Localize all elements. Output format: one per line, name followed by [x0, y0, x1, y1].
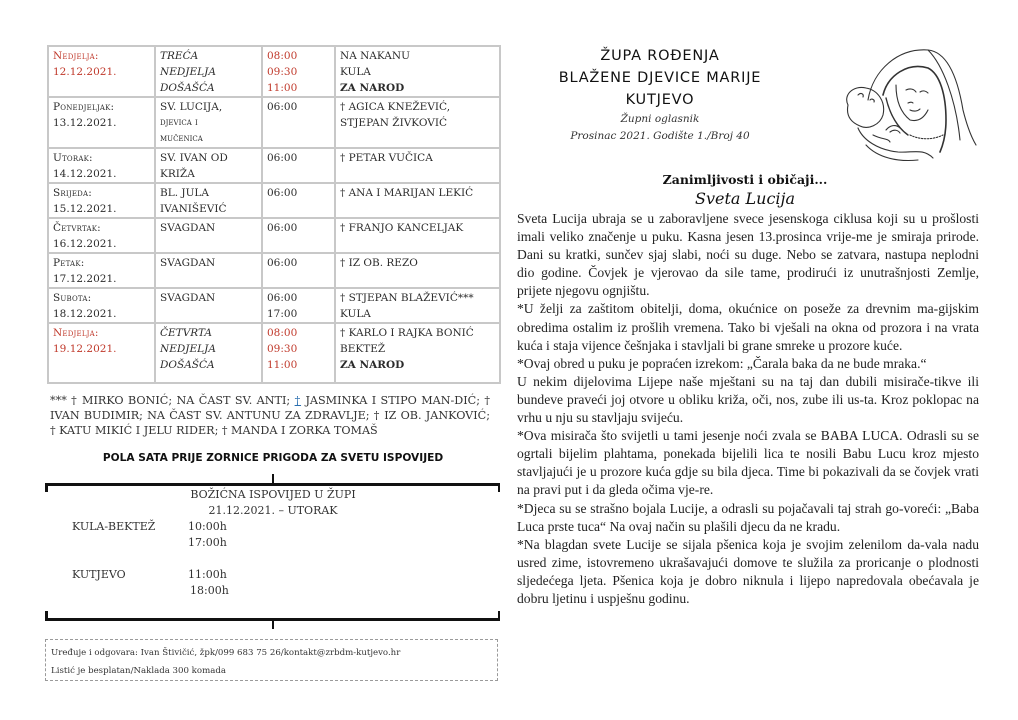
- intention-cell: [335, 148, 500, 183]
- notes-part2: JASMINKA I STIPO MAN-DIĆ; † IVAN BUDIMIR; NA ČAST SV. ANTUNU ZA ZDRAVLJE; † IZ OB. JANKOVIĆ; † KATU MIKIĆ I JELU RIDER; † MANDA I ZORKA TOMAŠ: [50, 394, 491, 437]
- intention-cell: [335, 253, 500, 288]
- mass-intention: NA NAKANU: [340, 50, 410, 62]
- confession-box: [47, 487, 499, 599]
- article-body: [517, 210, 979, 608]
- day-cell: [48, 218, 155, 253]
- mass-time: 06:00: [267, 101, 298, 113]
- notes-part1: *** † MIRKO BONIĆ; NA ČAST SV. ANTI;: [50, 394, 295, 407]
- mass-intention: ZA NAROD: [340, 82, 405, 94]
- schedule-row: [48, 288, 500, 323]
- day-date: 19.12.2021.: [53, 343, 117, 355]
- mass-intention: KULA: [340, 308, 371, 320]
- time-cell: [262, 148, 335, 183]
- masthead: [540, 45, 780, 145]
- feast-cell: [155, 148, 262, 183]
- feast-line: DOŠAŠĆA: [160, 359, 215, 371]
- feast-cell: [155, 253, 262, 288]
- mass-time: 06:00: [267, 187, 298, 199]
- mass-time: 11:00: [267, 359, 298, 371]
- intention-cell: [335, 218, 500, 253]
- day-cell: [48, 323, 155, 383]
- feast-cell: [155, 218, 262, 253]
- feast-line: mučenica: [160, 133, 203, 144]
- issue-info: Prosinac 2021. Godište 1./Broj 40: [570, 130, 750, 142]
- mass-time: 06:00: [267, 292, 298, 304]
- parish-name-line1: ŽUPA ROĐENJA: [600, 48, 720, 64]
- mass-intention: † FRANJO KANCELJAK: [340, 222, 464, 234]
- time-cell: [262, 97, 335, 148]
- madonna-and-child-icon: [828, 40, 978, 165]
- footer-imprint: [45, 639, 498, 681]
- intention-cell: [335, 288, 500, 323]
- day-cell: [48, 288, 155, 323]
- schedule-row: [48, 253, 500, 288]
- mass-intention: † AGICA KNEŽEVIĆ,: [340, 101, 451, 113]
- article-kicker: Zanimljivosti i običaji...: [662, 172, 828, 187]
- confession-place: KULA-BEKTEŽ: [72, 520, 156, 533]
- schedule-row: [48, 218, 500, 253]
- day-name: Nedjelja:: [53, 327, 99, 339]
- day-date: 16.12.2021.: [53, 238, 117, 250]
- intention-cell: [335, 97, 500, 148]
- mass-intention: † PETAR VUČICA: [340, 152, 433, 164]
- day-date: 15.12.2021.: [53, 203, 117, 215]
- day-name: Ponedjeljak:: [53, 101, 115, 113]
- day-name: Subota:: [53, 292, 92, 304]
- confession-place: KUTJEVO: [72, 568, 126, 581]
- confession-box-date: 21.12.2021. – UTORAK: [208, 504, 338, 517]
- day-name: Utorak:: [53, 152, 93, 164]
- schedule-row: [48, 148, 500, 183]
- schedule-body: [48, 46, 500, 383]
- feast-line: NEDJELJA: [160, 66, 216, 78]
- time-cell: [262, 253, 335, 288]
- confession-heading: POLA SATA PRIJE ZORNICE PRIGODA ZA SVETU ISPOVIJED: [102, 452, 444, 464]
- schedule-row: [48, 97, 500, 148]
- article-paragraph: *U želji za zaštitom obitelji, doma, okućnice on poseže za drevnim ma-gijskim obredima ostalim iz prošlih vremena. Tako bi vješali na okna od prozora i na vrata kuća i staja vijence češnjaka i stavljali bi grane smreke u prozore kuće.: [517, 301, 979, 353]
- feast-line: BL. JULA: [160, 187, 209, 199]
- mass-time: 11:00: [267, 82, 298, 94]
- time-cell: [262, 288, 335, 323]
- bracket-top-line: [45, 483, 500, 486]
- day-name: Petak:: [53, 257, 85, 269]
- schedule-row: [48, 46, 500, 97]
- day-cell: [48, 148, 155, 183]
- day-name: Nedjelja:: [53, 50, 99, 62]
- feast-cell: [155, 183, 262, 218]
- feast-line: DOŠAŠĆA: [160, 82, 215, 94]
- footer-print-run: Listić je besplatan/Naklada 300 komada: [51, 666, 226, 676]
- feast-line: ČETVRTA: [160, 327, 213, 339]
- intention-cell: [335, 323, 500, 383]
- day-date: 14.12.2021.: [53, 168, 117, 180]
- article-paragraph: *Ovaj obred u puku je popraćen izrekom: „Čarala baka da ne bude mraka.“: [517, 355, 927, 371]
- confession-time: 10:00h: [188, 520, 227, 533]
- mass-time: 09:30: [267, 66, 298, 78]
- bulletin-subtitle: Župni oglasnik: [620, 113, 700, 125]
- day-cell: [48, 46, 155, 97]
- feast-cell: [155, 46, 262, 97]
- day-cell: [48, 183, 155, 218]
- day-cell: [48, 253, 155, 288]
- confession-time: 18:00h: [190, 584, 229, 597]
- mass-intention: ZA NAROD: [340, 359, 405, 371]
- mass-intention: STJEPAN ŽIVKOVIĆ: [340, 117, 448, 129]
- article-title: Sveta Lucija: [694, 189, 796, 208]
- mass-intentions-note: [50, 393, 490, 438]
- confession-time: 17:00h: [188, 536, 227, 549]
- feast-line: SVAGDAN: [160, 292, 216, 304]
- time-cell: [262, 183, 335, 218]
- feast-line: KRIŽA: [160, 168, 195, 180]
- mass-intention: † ANA I MARIJAN LEKIĆ: [340, 187, 474, 199]
- mass-intention: KULA: [340, 66, 371, 78]
- bracket-top-tick: [272, 474, 274, 483]
- mass-time: 06:00: [267, 257, 298, 269]
- feast-line: djevica i: [160, 117, 198, 128]
- cross-link[interactable]: †: [294, 394, 302, 407]
- day-date: 12.12.2021.: [53, 66, 117, 78]
- mass-time: 08:00: [267, 327, 298, 339]
- feast-cell: [155, 97, 262, 148]
- article-paragraph: *Na blagdan svete Lucije se sijala pšenica koja je svojim zelenilom da-vala nadu usred zime, istovremeno ukrašavajući domove te služila za proricanje o plodnosti sljedećega ljeta. Pšenica koja je dobro niknula i lijepo napredovala obećavala je dobru ljetinu i uspješnu godinu.: [517, 536, 979, 606]
- day-cell: [48, 97, 155, 148]
- mass-time: 09:30: [267, 343, 298, 355]
- mass-intention: † IZ OB. REZO: [340, 257, 418, 269]
- day-date: 18.12.2021.: [53, 308, 117, 320]
- time-cell: [262, 218, 335, 253]
- confession-box-title: BOŽIĆNA ISPOVIJED U ŽUPI: [190, 488, 356, 501]
- schedule-row: [48, 183, 500, 218]
- schedule-row: [48, 323, 500, 383]
- article-paragraph: *Djeca su se strašno bojala Lucije, a odrasli su pojačavali taj strah go-voreći: „Baba Luca prste tuca“ Na ovaj način su plašili djecu da ne kradu.: [517, 500, 979, 534]
- time-cell: [262, 46, 335, 97]
- feast-line: SV. LUCIJA,: [160, 101, 223, 113]
- day-date: 17.12.2021.: [53, 273, 117, 285]
- mass-intention: † KARLO I RAJKA BONIĆ: [340, 327, 474, 339]
- article-paragraph: *Ova misirača što svijetli u tami jesenje noći zvala se BABA LUCA. Odrasli su se ogrtali bijelim plahtama, ponekada bijelili lica te nosili Babu Lucu kroz mjesto stavljajući je u prozore kuća gdje su bila djeca. Time bi pokazivali da se čovjek vrati na pravi put i da gleda očima vje-re.: [517, 428, 979, 498]
- parish-name-line3: KUTJEVO: [625, 92, 695, 108]
- bracket-bottom-tick: [272, 620, 274, 629]
- mass-time: 08:00: [267, 50, 298, 62]
- mass-schedule-table: [47, 45, 501, 384]
- day-name: Srijeda:: [53, 187, 92, 199]
- day-date: 13.12.2021.: [53, 117, 117, 129]
- feast-line: IVANIŠEVIĆ: [160, 203, 227, 215]
- feast-line: TREĆA: [160, 50, 199, 62]
- day-name: Četvrtak:: [53, 222, 101, 234]
- feast-line: SVAGDAN: [160, 257, 216, 269]
- parish-name-line2: BLAŽENE DJEVICE MARIJE: [558, 70, 762, 86]
- article-paragraph: U nekim dijelovima Lijepe naše mještani su na taj dan dubili misirače-tikve ili bundeve praveći joj otvore u obliku križa, oči, nos, zube ili us-ta. Kroz poklopac na vrhu u nju su stavljaju svijeću.: [517, 373, 979, 426]
- mass-intention: † STJEPAN BLAŽEVIĆ***: [340, 292, 474, 304]
- feast-cell: [155, 288, 262, 323]
- intention-cell: [335, 46, 500, 97]
- feast-line: NEDJELJA: [160, 343, 216, 355]
- footer-editor: Uređuje i odgovara: Ivan Štivičić, žpk/099 683 75 26/kontakt@zrbdm-kutjevo.hr: [51, 648, 401, 658]
- time-cell: [262, 323, 335, 383]
- feast-line: SV. IVAN OD: [160, 152, 228, 164]
- mass-time: 17:00: [267, 308, 298, 320]
- feast-cell: [155, 323, 262, 383]
- intention-cell: [335, 183, 500, 218]
- confession-time: 11:00h: [188, 568, 227, 581]
- mass-time: 06:00: [267, 222, 298, 234]
- mass-time: 06:00: [267, 152, 298, 164]
- feast-line: SVAGDAN: [160, 222, 216, 234]
- article-paragraph: Sveta Lucija ubraja se u zaboravljene svece jesenskoga ciklusa koji su u prošlosti imali veliko značenje u puku. Kasna jesen 13.prosinca vrije-me je smiraja prirode. Dani su kratki, sunčev sjaj slabi, noći su duge. Nebo se zatvara, nastupa neplodni dio godine. Čovjek je vjerovao da sile tame, prodirući iz unutrašnjosti Zemlje, prijete njegovu ognjištu.: [517, 211, 979, 299]
- mass-intention: BEKTEŽ: [340, 343, 386, 355]
